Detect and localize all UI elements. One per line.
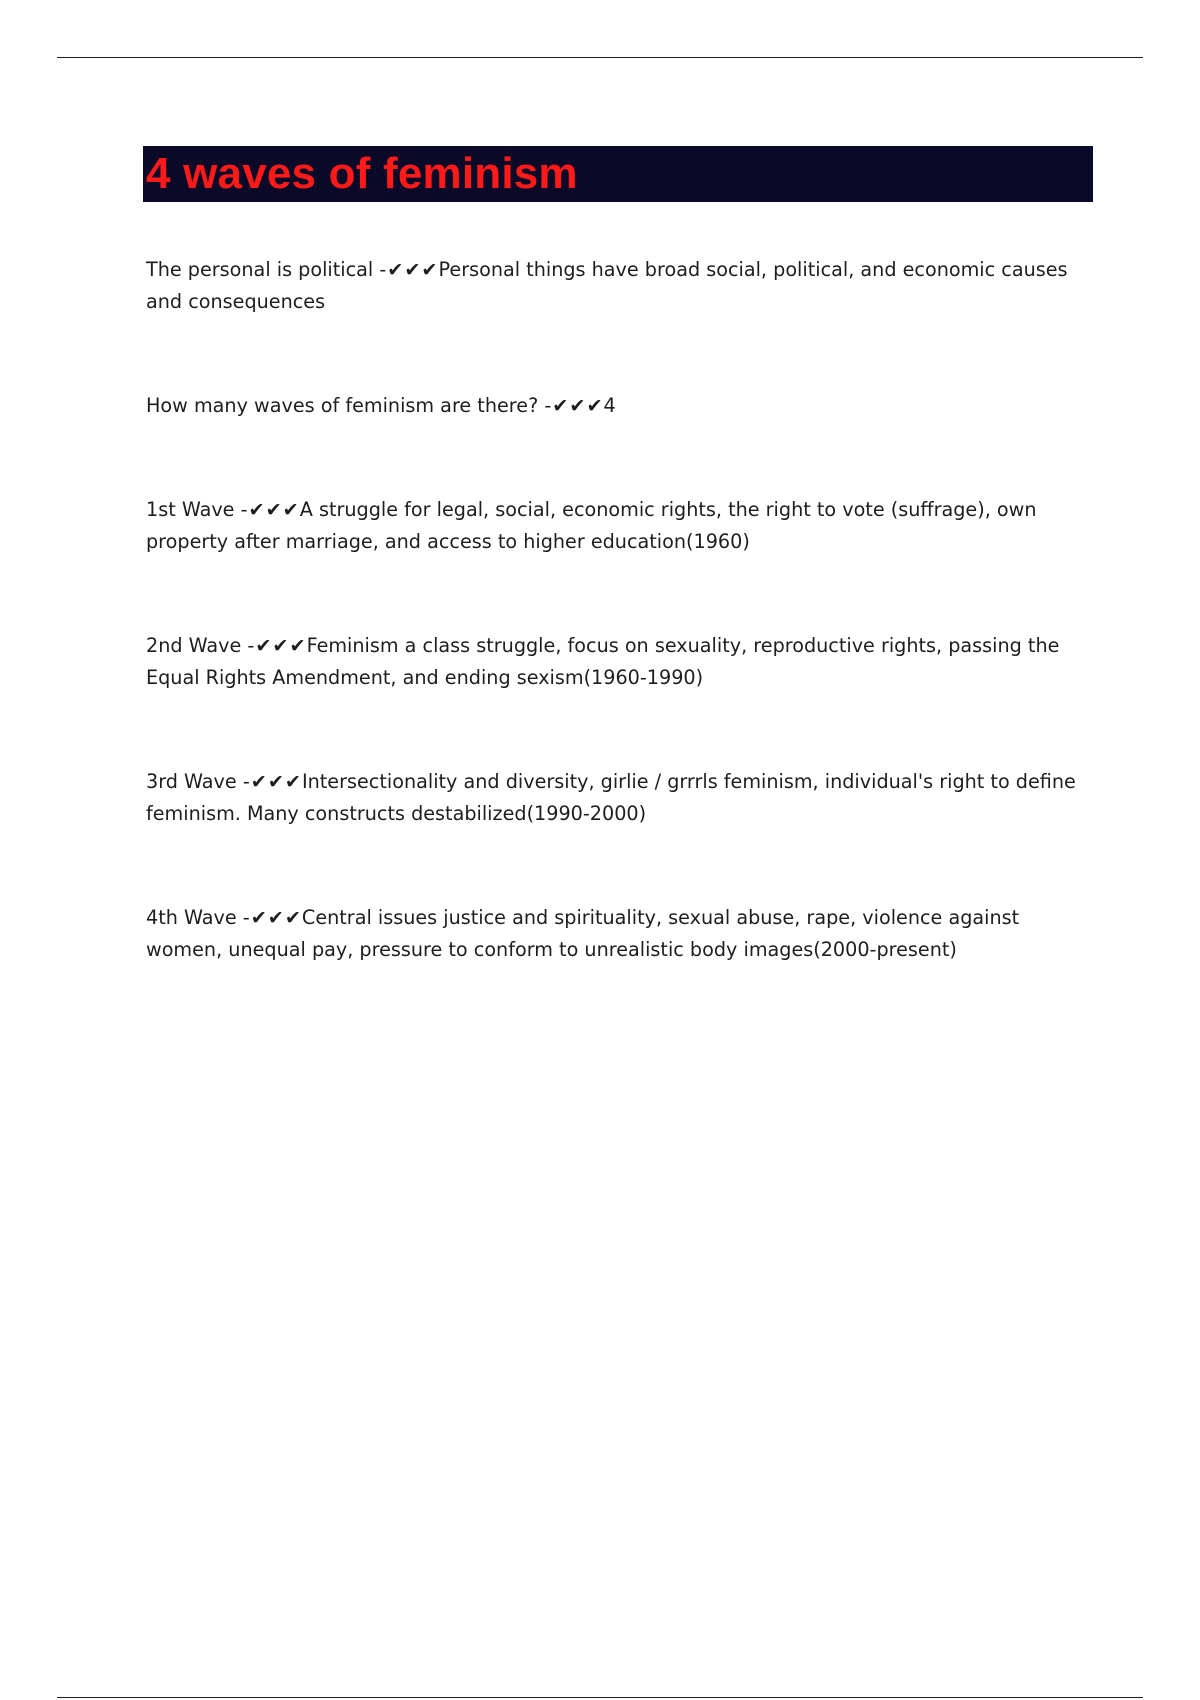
qa-term: The personal is political	[146, 258, 374, 281]
qa-list	[143, 254, 1086, 966]
qa-definition: 4	[603, 394, 616, 417]
title-banner	[143, 146, 1093, 202]
header-rule	[57, 57, 1143, 58]
footer-rule	[57, 1697, 1143, 1698]
qa-definition: Feminism a class struggle, focus on sexuality, reproductive rights, passing the Equal Rights Amendment, and ending sexism(1960-1990)	[146, 634, 1060, 689]
qa-item-how-many-waves	[146, 390, 1086, 422]
qa-term: 1st Wave	[146, 498, 235, 521]
qa-item-3rd-wave	[146, 766, 1086, 830]
qa-term: How many waves of feminism are there?	[146, 394, 539, 417]
qa-term: 2nd Wave	[146, 634, 242, 657]
qa-definition: Central issues justice and spirituality, sexual abuse, rape, violence against women, unequal pay, pressure to conform to unrealistic body images(2000-present)	[146, 906, 1020, 961]
qa-definition: Intersectionality and diversity, girlie / grrrls feminism, individual's right to define feminism. Many constructs destabilized(1990-2000)	[146, 770, 1076, 825]
document-title: 4 waves of feminism	[146, 149, 578, 198]
check-separator: -✔✔✔	[240, 498, 300, 521]
qa-definition: Personal things have broad social, political, and economic causes and consequences	[146, 258, 1068, 313]
check-separator: -✔✔✔	[242, 770, 302, 793]
qa-term: 4th Wave	[146, 906, 237, 929]
qa-term: 3rd Wave	[146, 770, 237, 793]
qa-item-4th-wave	[146, 902, 1086, 966]
content-area	[143, 146, 1093, 966]
check-separator: -✔✔✔	[379, 258, 439, 281]
qa-item-1st-wave	[146, 494, 1086, 558]
check-separator: -✔✔✔	[242, 906, 302, 929]
qa-item-personal-political	[146, 254, 1086, 318]
qa-definition: A struggle for legal, social, economic rights, the right to vote (suffrage), own property after marriage, and access to higher education(1960)	[146, 498, 1037, 553]
qa-item-2nd-wave	[146, 630, 1086, 694]
check-separator: -✔✔✔	[247, 634, 307, 657]
check-separator: -✔✔✔	[544, 394, 604, 417]
